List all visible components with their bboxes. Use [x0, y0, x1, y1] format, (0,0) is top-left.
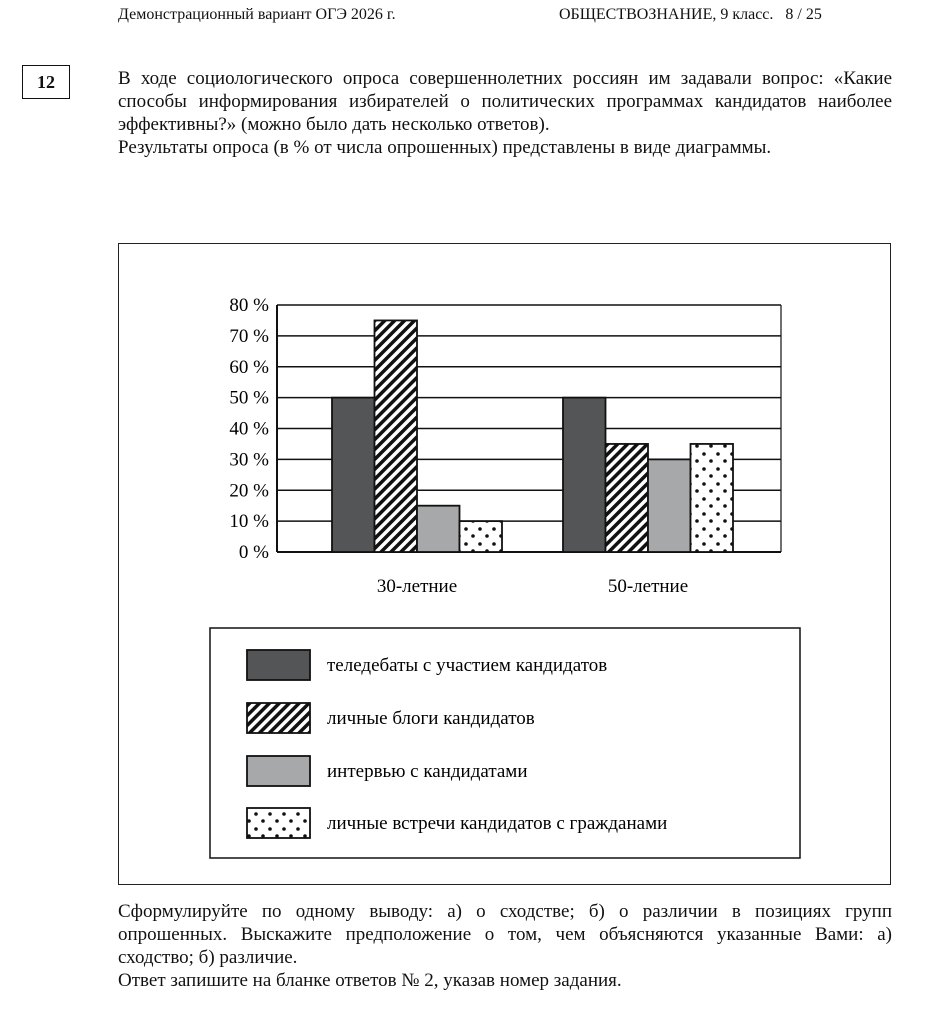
y-tick-label: 0 % — [238, 542, 269, 563]
y-tick-label: 10 % — [229, 511, 269, 533]
intro-question: В ходе социологического опроса совершеннолетних россиян им задавали вопрос: «Какие способы информирования избирателей о политических программах кандидатов наиболее эффективны?» (можно было дать несколько ответов). — [118, 68, 892, 135]
legend-swatch — [247, 703, 310, 733]
bar-1-4 — [460, 521, 503, 552]
bar-2-2 — [606, 444, 649, 552]
legend-label: теледебаты с участием кандидатов — [327, 655, 608, 676]
header-subject-page: ОБЩЕСТВОЗНАНИЕ, 9 класс. 8 / 25 — [559, 6, 822, 23]
y-tick-label: 30 % — [229, 449, 269, 471]
legend-label: личные встречи кандидатов с гражданами — [327, 813, 668, 834]
y-tick-label: 60 % — [229, 356, 269, 378]
y-tick-label: 20 % — [229, 480, 269, 502]
bar-1-2 — [375, 320, 418, 552]
question-text: Сформулируйте по одному выводу: а) о сходстве; б) о различии в позициях групп опрошенных. Выскажите предположение о том, чем объясняются указанные Вами: а) сходство; б) различие. — [118, 901, 892, 968]
y-tick-label: 50 % — [229, 387, 269, 409]
task-question — [118, 900, 892, 992]
legend-label: интервью с кандидатами — [327, 761, 528, 782]
x-category-label: 30-летние — [376, 576, 458, 597]
bar-2-3 — [648, 459, 691, 552]
bar-2-4 — [691, 444, 734, 552]
y-tick-label: 70 % — [229, 325, 269, 347]
y-tick-label: 40 % — [229, 418, 269, 440]
bar-1-1 — [332, 398, 375, 552]
answer-instruction: Ответ запишите на бланке ответов № 2, указав номер задания. — [118, 970, 622, 991]
y-tick-label: 80 % — [229, 295, 269, 316]
legend-label: личные блоги кандидатов — [327, 708, 535, 729]
x-category-label: 50-летние — [607, 576, 689, 597]
bar-2-1 — [563, 398, 606, 552]
intro-results: Результаты опроса (в % от числа опрошенных) представлены в виде диаграммы. — [118, 137, 772, 158]
legend-swatch — [247, 808, 310, 838]
bar-1-3 — [417, 506, 460, 552]
legend-swatch — [247, 650, 310, 680]
header-title: Демонстрационный вариант ОГЭ 2026 г. — [118, 6, 396, 23]
legend-swatch — [247, 756, 310, 786]
task-number: 12 — [22, 65, 70, 99]
